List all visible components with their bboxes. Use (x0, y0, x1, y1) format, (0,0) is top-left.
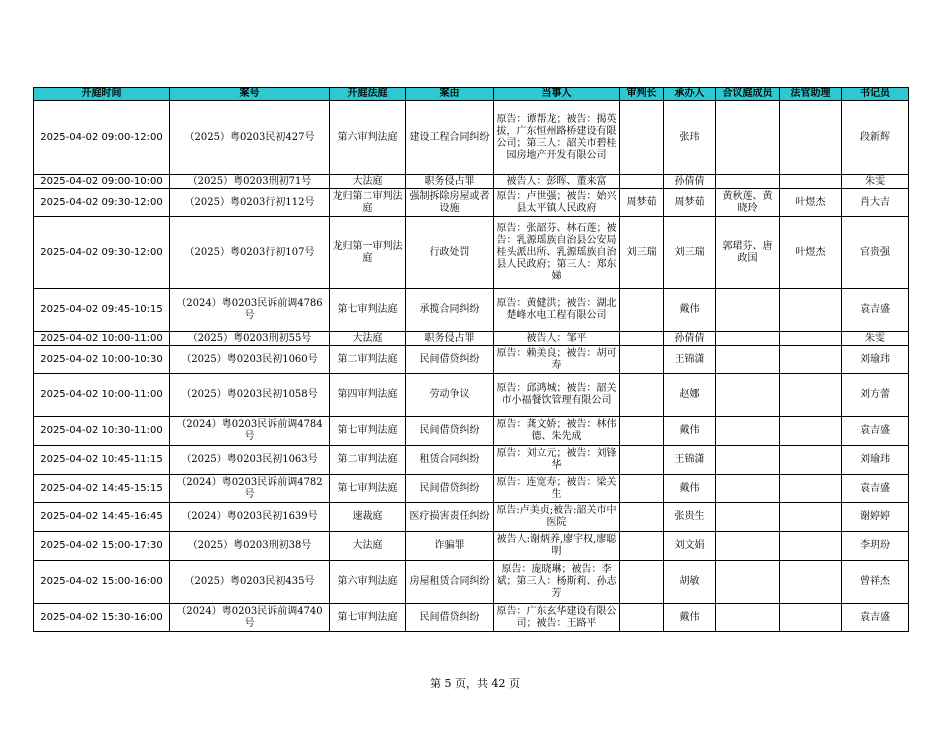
case-number-cell: （2025）粤0203民初435号 (170, 561, 330, 604)
presiding-judge-cell (620, 532, 664, 561)
time-cell: 2025-04-02 14:45-16:45 (34, 503, 170, 532)
parties-cell: 原告：谭帮龙；被告：揭英拔，广东恒州路桥建设有限公司；第三人：韶关市碧桂园房地产开发有限公司 (494, 101, 620, 175)
time-cell: 2025-04-02 10:00-11:00 (34, 374, 170, 417)
clerk-cell: 刘瑜玮 (842, 446, 909, 475)
parties-cell: 原告：龚文娇；被告：林伟德、朱先成 (494, 417, 620, 446)
handler-cell: 刘文娟 (664, 532, 716, 561)
time-cell: 2025-04-02 10:30-11:00 (34, 417, 170, 446)
parties-cell: 被告人:谢炳养,廖宇权,廖聪明 (494, 532, 620, 561)
judge-assistant-cell (780, 175, 842, 189)
handler-cell: 胡敏 (664, 561, 716, 604)
court-room-cell: 大法庭 (330, 532, 406, 561)
court-room-cell: 大法庭 (330, 332, 406, 346)
presiding-judge-cell (620, 475, 664, 503)
table-row (34, 446, 909, 475)
time-cell: 2025-04-02 15:00-17:30 (34, 532, 170, 561)
table-row (34, 532, 909, 561)
presiding-judge-cell: 刘三瑞 (620, 217, 664, 289)
court-room-cell: 速裁庭 (330, 503, 406, 532)
judge-assistant-cell (780, 346, 842, 374)
header-court-room: 开庭法庭 (330, 88, 406, 101)
court-room-cell: 第六审判法庭 (330, 101, 406, 175)
presiding-judge-cell (620, 101, 664, 175)
clerk-cell: 李玥玢 (842, 532, 909, 561)
judge-assistant-cell (780, 289, 842, 332)
judge-assistant-cell: 叶煜杰 (780, 217, 842, 289)
cause-cell: 职务侵占罪 (406, 332, 494, 346)
presiding-judge-cell (620, 446, 664, 475)
handler-cell: 刘三瑞 (664, 217, 716, 289)
case-number-cell: （2025）粤0203民初427号 (170, 101, 330, 175)
handler-cell: 赵娜 (664, 374, 716, 417)
table-row (34, 374, 909, 417)
judge-assistant-cell (780, 101, 842, 175)
clerk-cell: 谢婷婷 (842, 503, 909, 532)
header-parties: 当事人 (494, 88, 620, 101)
court-room-cell: 第七审判法庭 (330, 417, 406, 446)
clerk-cell: 曾祥杰 (842, 561, 909, 604)
parties-cell: 原告:卢美贞;被告:韶关市中医院 (494, 503, 620, 532)
presiding-judge-cell (620, 374, 664, 417)
judge-assistant-cell (780, 446, 842, 475)
cause-cell: 民间借贷纠纷 (406, 475, 494, 503)
court-room-cell: 第七审判法庭 (330, 604, 406, 632)
presiding-judge-cell (620, 175, 664, 189)
cause-cell: 行政处罚 (406, 217, 494, 289)
panel-members-cell (716, 101, 780, 175)
table-row (34, 101, 909, 175)
clerk-cell: 段新辉 (842, 101, 909, 175)
parties-cell: 原告：邱鸿城；被告：韶关市小福餐饮管理有限公司 (494, 374, 620, 417)
presiding-judge-cell (620, 503, 664, 532)
court-room-cell: 第二审判法庭 (330, 446, 406, 475)
table-row (34, 346, 909, 374)
clerk-cell: 袁吉盛 (842, 604, 909, 632)
judge-assistant-cell (780, 532, 842, 561)
presiding-judge-cell (620, 346, 664, 374)
table-row (34, 332, 909, 346)
case-number-cell: （2024）粤0203民诉前调4786号 (170, 289, 330, 332)
handler-cell: 王锦潇 (664, 446, 716, 475)
judge-assistant-cell (780, 332, 842, 346)
time-cell: 2025-04-02 14:45-15:15 (34, 475, 170, 503)
handler-cell: 王锦潇 (664, 346, 716, 374)
cause-cell: 租赁合同纠纷 (406, 446, 494, 475)
judge-assistant-cell (780, 503, 842, 532)
table-row (34, 189, 909, 217)
cause-cell: 房屋租赁合同纠纷 (406, 561, 494, 604)
header-panel-members: 合议庭成员 (716, 88, 780, 101)
panel-members-cell (716, 175, 780, 189)
case-number-cell: （2024）粤0203民诉前调4740号 (170, 604, 330, 632)
panel-members-cell (716, 503, 780, 532)
presiding-judge-cell (620, 417, 664, 446)
handler-cell: 戴伟 (664, 604, 716, 632)
court-schedule-table (33, 87, 909, 632)
case-number-cell: （2024）粤0203民诉前调4782号 (170, 475, 330, 503)
time-cell: 2025-04-02 10:00-10:30 (34, 346, 170, 374)
case-number-cell: （2025）粤0203刑初71号 (170, 175, 330, 189)
table-row (34, 175, 909, 189)
court-room-cell: 第六审判法庭 (330, 561, 406, 604)
table-row (34, 417, 909, 446)
parties-cell: 被告人：邹平 (494, 332, 620, 346)
clerk-cell: 朱雯 (842, 332, 909, 346)
parties-cell: 原告：庞晓琳；被告：李斌；第三人：杨斯莉、孙志芳 (494, 561, 620, 604)
cause-cell: 承揽合同纠纷 (406, 289, 494, 332)
cause-cell: 建设工程合同纠纷 (406, 101, 494, 175)
table-row (34, 475, 909, 503)
presiding-judge-cell: 周梦茹 (620, 189, 664, 217)
parties-cell: 原告：赖美良；被告：胡可寿 (494, 346, 620, 374)
panel-members-cell (716, 417, 780, 446)
clerk-cell: 肖大吉 (842, 189, 909, 217)
clerk-cell: 刘方蕾 (842, 374, 909, 417)
court-room-cell: 第二审判法庭 (330, 346, 406, 374)
cause-cell: 民间借贷纠纷 (406, 604, 494, 632)
cause-cell: 劳动争议 (406, 374, 494, 417)
table-header-row (34, 88, 909, 101)
case-number-cell: （2025）粤0203刑初38号 (170, 532, 330, 561)
clerk-cell: 官贵强 (842, 217, 909, 289)
handler-cell: 孙倩倩 (664, 332, 716, 346)
panel-members-cell (716, 561, 780, 604)
table-row (34, 289, 909, 332)
judge-assistant-cell: 叶煜杰 (780, 189, 842, 217)
time-cell: 2025-04-02 09:00-10:00 (34, 175, 170, 189)
panel-members-cell: 黄秋莲、黄晓玲 (716, 189, 780, 217)
clerk-cell: 朱雯 (842, 175, 909, 189)
panel-members-cell (716, 532, 780, 561)
clerk-cell: 袁吉盛 (842, 417, 909, 446)
parties-cell: 被告人：彭晖、董来富 (494, 175, 620, 189)
judge-assistant-cell (780, 374, 842, 417)
panel-members-cell (716, 346, 780, 374)
presiding-judge-cell (620, 604, 664, 632)
case-number-cell: （2025）粤0203民初1063号 (170, 446, 330, 475)
table-row (34, 561, 909, 604)
time-cell: 2025-04-02 09:00-12:00 (34, 101, 170, 175)
court-room-cell: 第七审判法庭 (330, 289, 406, 332)
handler-cell: 周梦茹 (664, 189, 716, 217)
table-row (34, 217, 909, 289)
cause-cell: 诈骗罪 (406, 532, 494, 561)
page-footer: 第 5 页，共 42 页 (430, 677, 520, 690)
panel-members-cell (716, 289, 780, 332)
time-cell: 2025-04-02 09:30-12:00 (34, 189, 170, 217)
panel-members-cell: 郭珺芬、唐政国 (716, 217, 780, 289)
handler-cell: 戴伟 (664, 289, 716, 332)
header-handler: 承办人 (664, 88, 716, 101)
handler-cell: 戴伟 (664, 475, 716, 503)
time-cell: 2025-04-02 15:00-16:00 (34, 561, 170, 604)
case-number-cell: （2025）粤0203民初1058号 (170, 374, 330, 417)
clerk-cell: 袁吉盛 (842, 475, 909, 503)
handler-cell: 张玮 (664, 101, 716, 175)
parties-cell: 原告：广东玄华建设有限公司；被告：王路平 (494, 604, 620, 632)
header-presiding-judge: 审判长 (620, 88, 664, 101)
case-number-cell: （2025）粤0203行初107号 (170, 217, 330, 289)
judge-assistant-cell (780, 417, 842, 446)
judge-assistant-cell (780, 561, 842, 604)
parties-cell: 原告：刘立元；被告：刘锋华 (494, 446, 620, 475)
cause-cell: 医疗损害责任纠纷 (406, 503, 494, 532)
time-cell: 2025-04-02 09:45-10:15 (34, 289, 170, 332)
judge-assistant-cell (780, 604, 842, 632)
time-cell: 2025-04-02 10:00-11:00 (34, 332, 170, 346)
court-room-cell: 大法庭 (330, 175, 406, 189)
clerk-cell: 刘瑜玮 (842, 346, 909, 374)
case-number-cell: （2025）粤0203民初1060号 (170, 346, 330, 374)
panel-members-cell (716, 604, 780, 632)
panel-members-cell (716, 475, 780, 503)
panel-members-cell (716, 446, 780, 475)
handler-cell: 孙倩倩 (664, 175, 716, 189)
judge-assistant-cell (780, 475, 842, 503)
court-room-cell: 第七审判法庭 (330, 475, 406, 503)
time-cell: 2025-04-02 10:45-11:15 (34, 446, 170, 475)
table-row (34, 503, 909, 532)
handler-cell: 张贵生 (664, 503, 716, 532)
header-judge-assistant: 法官助理 (780, 88, 842, 101)
handler-cell: 戴伟 (664, 417, 716, 446)
parties-cell: 原告：连宽寿；被告：梁关生 (494, 475, 620, 503)
table-row (34, 604, 909, 632)
presiding-judge-cell (620, 289, 664, 332)
parties-cell: 原告：黄健洪；被告：湖北楚峰水电工程有限公司 (494, 289, 620, 332)
case-number-cell: （2024）粤0203民诉前调4784号 (170, 417, 330, 446)
presiding-judge-cell (620, 561, 664, 604)
panel-members-cell (716, 374, 780, 417)
case-number-cell: （2024）粤0203民初1639号 (170, 503, 330, 532)
presiding-judge-cell (620, 332, 664, 346)
header-case-number: 案号 (170, 88, 330, 101)
court-room-cell: 第四审判法庭 (330, 374, 406, 417)
case-number-cell: （2025）粤0203刑初55号 (170, 332, 330, 346)
time-cell: 2025-04-02 09:30-12:00 (34, 217, 170, 289)
clerk-cell: 袁吉盛 (842, 289, 909, 332)
time-cell: 2025-04-02 15:30-16:00 (34, 604, 170, 632)
parties-cell: 原告：张韶芬、林石莲；被告：乳源瑶族自治县公安局桂头派出所、乳源瑶族自治县人民政府；第三人：郑东娣 (494, 217, 620, 289)
cause-cell: 强制拆除房屋或者设施 (406, 189, 494, 217)
case-number-cell: （2025）粤0203行初112号 (170, 189, 330, 217)
header-clerk: 书记员 (842, 88, 909, 101)
panel-members-cell (716, 332, 780, 346)
header-cause: 案由 (406, 88, 494, 101)
court-room-cell: 龙归第二审判法庭 (330, 189, 406, 217)
header-hearing-time: 开庭时间 (34, 88, 170, 101)
parties-cell: 原告：卢世强；被告：始兴县太平镇人民政府 (494, 189, 620, 217)
court-room-cell: 龙归第一审判法庭 (330, 217, 406, 289)
cause-cell: 民间借贷纠纷 (406, 417, 494, 446)
cause-cell: 职务侵占罪 (406, 175, 494, 189)
cause-cell: 民间借贷纠纷 (406, 346, 494, 374)
